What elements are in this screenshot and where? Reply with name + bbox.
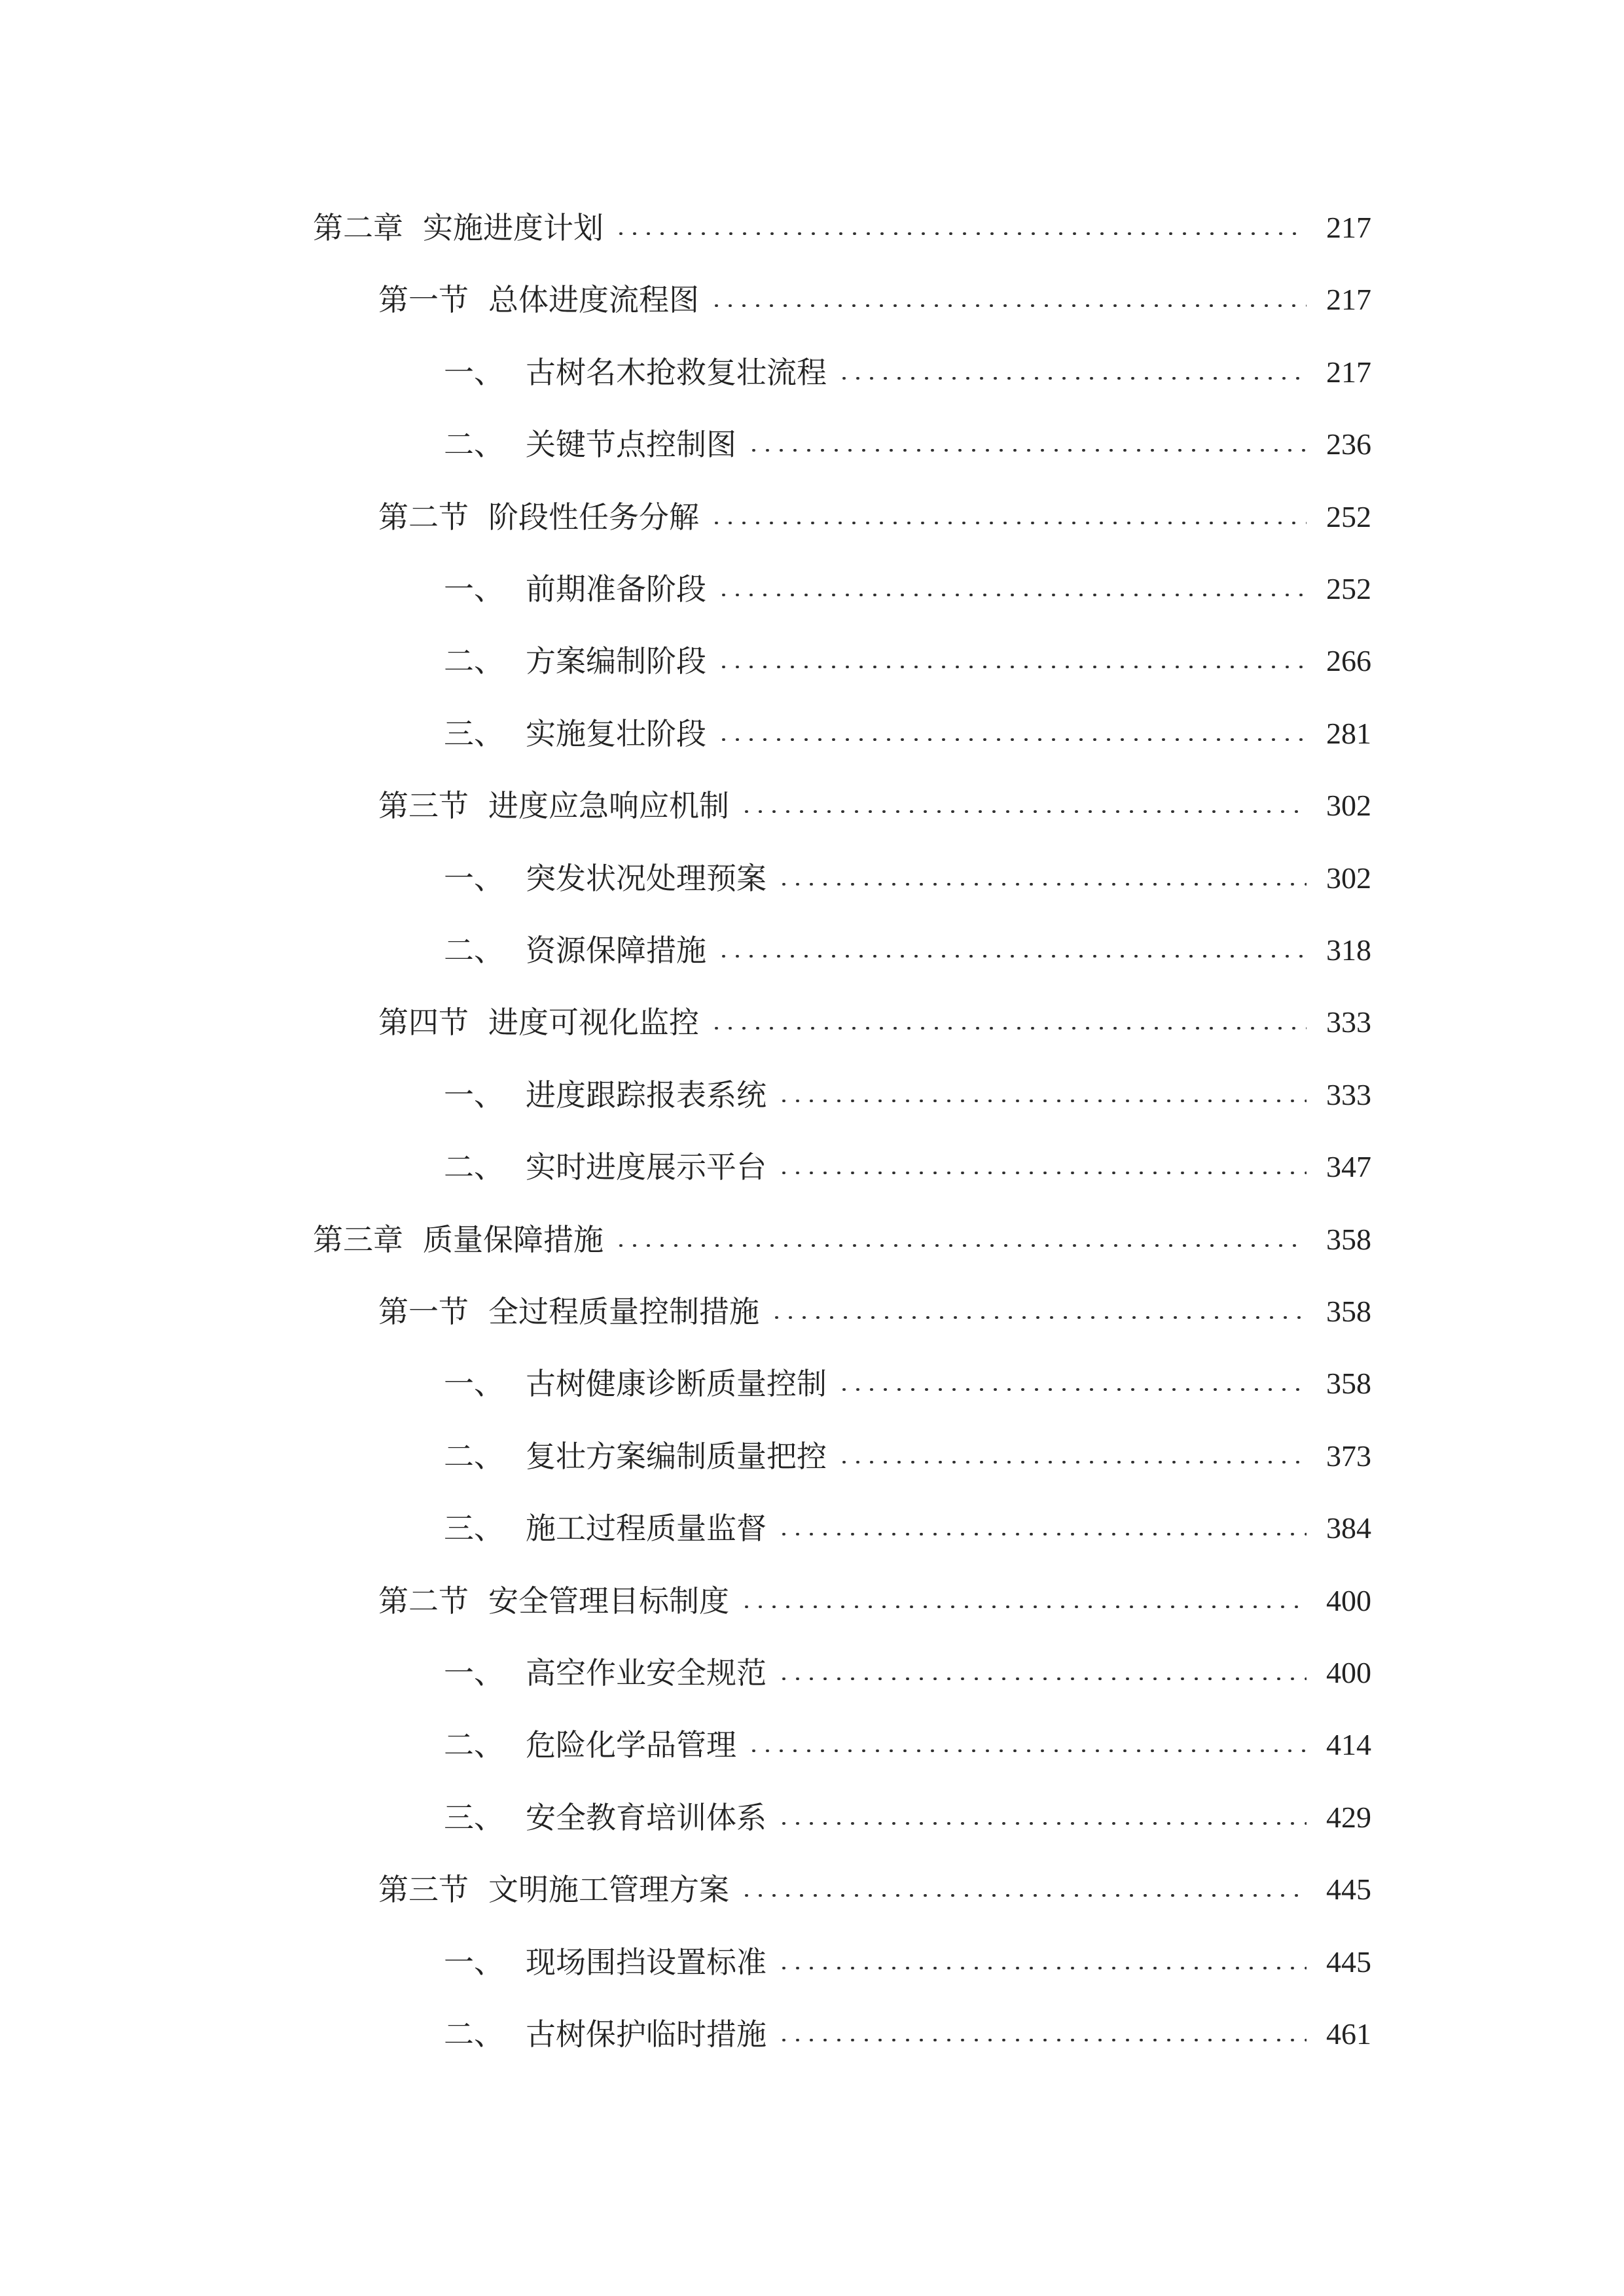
toc-section-number: 第三节 — [378, 788, 469, 824]
toc-entry-title: 资源保障措施 — [526, 933, 706, 968]
dot-leader — [777, 1172, 1307, 1174]
toc-entry[interactable] — [444, 1936, 1371, 1988]
dot-leader — [710, 1027, 1307, 1030]
toc-entry-title: 危险化学品管理 — [526, 1727, 736, 1763]
toc-entry-title: 方案编制阶段 — [526, 643, 706, 679]
dot-leader — [770, 1316, 1307, 1319]
toc-entry[interactable] — [444, 1357, 1371, 1410]
dot-leader — [837, 1461, 1307, 1463]
toc-entry[interactable] — [444, 924, 1371, 977]
toc-page-number: 358 — [1326, 1222, 1371, 1256]
dot-leader — [740, 810, 1307, 813]
toc-entry-title: 实时进度展示平台 — [526, 1149, 767, 1185]
toc-section-number: 第三节 — [378, 1872, 469, 1908]
toc-entry[interactable] — [313, 202, 1371, 254]
dot-leader — [777, 1822, 1307, 1825]
dot-leader — [777, 1533, 1307, 1535]
toc-section-number: 第二章 — [313, 210, 403, 245]
toc-entry[interactable] — [444, 1069, 1371, 1121]
toc-item-number: 二、 — [444, 427, 504, 463]
toc-item-number: 一、 — [444, 1944, 504, 1980]
toc-page-number: 302 — [1326, 861, 1371, 895]
dot-leader — [710, 522, 1307, 524]
toc-entry[interactable] — [378, 1863, 1371, 1916]
toc-page-number: 252 — [1326, 572, 1371, 605]
toc-page-number: 266 — [1326, 644, 1371, 678]
toc-item-number: 一、 — [444, 1366, 504, 1402]
toc-entry-title: 高空作业安全规范 — [526, 1655, 767, 1691]
toc-entry-title: 古树保护临时措施 — [526, 2017, 767, 2052]
toc-page-number: 461 — [1326, 2017, 1371, 2051]
toc-entry[interactable] — [444, 708, 1371, 760]
dot-leader — [717, 955, 1307, 958]
toc-item-number: 一、 — [444, 571, 504, 607]
toc-entry-title: 阶段性任务分解 — [488, 499, 699, 535]
toc-item-number: 一、 — [444, 860, 504, 896]
toc-page-number: 302 — [1326, 789, 1371, 823]
dot-leader — [614, 1244, 1307, 1247]
toc-page-number: 384 — [1326, 1511, 1371, 1545]
toc-section-number: 第一节 — [378, 282, 469, 318]
dot-leader — [717, 666, 1307, 668]
dot-leader — [777, 883, 1307, 886]
toc-page-number: 333 — [1326, 1077, 1371, 1111]
toc-entry[interactable] — [444, 635, 1371, 687]
toc-section-number: 第二节 — [378, 1583, 469, 1619]
toc-entry[interactable] — [444, 563, 1371, 615]
toc-entry[interactable] — [444, 1647, 1371, 1699]
toc-page-number: 429 — [1326, 1800, 1371, 1834]
toc-page-number: 318 — [1326, 933, 1371, 967]
dot-leader — [717, 738, 1307, 741]
toc-entry[interactable] — [444, 1430, 1371, 1482]
toc-entry[interactable] — [378, 491, 1371, 543]
toc-entry-title: 进度跟踪报表系统 — [526, 1077, 767, 1113]
toc-entry-title: 突发状况处理预案 — [526, 860, 767, 896]
toc-entry-title: 进度应急响应机制 — [488, 788, 729, 824]
toc-entry-title: 总体进度流程图 — [488, 282, 699, 318]
toc-page-number: 400 — [1326, 1656, 1371, 1689]
toc-page-number: 445 — [1326, 1945, 1371, 1979]
toc-entry-title: 现场围挡设置标准 — [526, 1944, 767, 1980]
dot-leader — [740, 1894, 1307, 1897]
toc-page-number: 445 — [1326, 1873, 1371, 1907]
toc-entry-title: 实施复壮阶段 — [526, 715, 706, 751]
toc-item-number: 一、 — [444, 354, 504, 390]
dot-leader — [710, 304, 1307, 307]
dot-leader — [777, 1967, 1307, 1969]
toc-page-number: 217 — [1326, 355, 1371, 389]
toc-entry[interactable] — [378, 274, 1371, 326]
toc-entry[interactable] — [444, 2008, 1371, 2060]
toc-item-number: 二、 — [444, 643, 504, 679]
dot-leader — [777, 2039, 1307, 2041]
toc-entry-title: 施工过程质量监督 — [526, 1511, 767, 1547]
toc-entry-title: 关键节点控制图 — [526, 427, 736, 463]
toc-page-number: 252 — [1326, 499, 1371, 533]
toc-entry-title: 古树健康诊断质量控制 — [526, 1366, 827, 1402]
toc-entry[interactable] — [444, 1141, 1371, 1193]
toc-item-number: 一、 — [444, 1655, 504, 1691]
toc-page-number: 414 — [1326, 1728, 1371, 1762]
dot-leader — [777, 1677, 1307, 1680]
toc-section-number: 第三章 — [313, 1221, 403, 1257]
toc-item-number: 二、 — [444, 1149, 504, 1185]
toc-page-number: 358 — [1326, 1295, 1371, 1328]
toc-item-number: 三、 — [444, 1511, 504, 1547]
toc-section-number: 第二节 — [378, 499, 469, 535]
dot-leader — [837, 377, 1307, 380]
toc-entry-title: 全过程质量控制措施 — [488, 1294, 759, 1329]
toc-entry-title: 文明施工管理方案 — [488, 1872, 729, 1908]
toc-entry[interactable] — [378, 1285, 1371, 1338]
toc-item-number: 二、 — [444, 2017, 504, 2052]
toc-entry[interactable] — [444, 346, 1371, 399]
toc-page-number: 281 — [1326, 716, 1371, 750]
toc-section-number: 第四节 — [378, 1005, 469, 1041]
toc-entry[interactable] — [444, 1502, 1371, 1554]
toc-entry[interactable] — [313, 1213, 1371, 1266]
toc-entry-title: 质量保障措施 — [423, 1221, 604, 1257]
toc-item-number: 三、 — [444, 715, 504, 751]
toc-entry-title: 安全教育培训体系 — [526, 1799, 767, 1835]
toc-section-number: 第一节 — [378, 1294, 469, 1329]
toc-entry-title: 进度可视化监控 — [488, 1005, 699, 1041]
toc-page-number: 358 — [1326, 1367, 1371, 1401]
toc-entry-title: 前期准备阶段 — [526, 571, 706, 607]
dot-leader — [837, 1388, 1307, 1391]
toc-entry-title: 实施进度计划 — [423, 210, 604, 245]
toc-entry[interactable] — [378, 780, 1371, 832]
dot-leader — [614, 232, 1307, 235]
toc-page-number: 236 — [1326, 427, 1371, 461]
toc-item-number: 二、 — [444, 1438, 504, 1474]
dot-leader — [740, 1605, 1307, 1608]
toc-page-number: 400 — [1326, 1583, 1371, 1617]
toc-page-number: 347 — [1326, 1150, 1371, 1184]
dot-leader — [777, 1100, 1307, 1102]
toc-page-number: 373 — [1326, 1439, 1371, 1473]
dot-leader — [747, 1749, 1307, 1752]
toc-item-number: 二、 — [444, 1727, 504, 1763]
toc-item-number: 二、 — [444, 933, 504, 968]
dot-leader — [747, 449, 1307, 452]
toc-page-number: 333 — [1326, 1005, 1371, 1039]
toc-page-number: 217 — [1326, 211, 1371, 244]
toc-entry-title: 复壮方案编制质量把控 — [526, 1438, 827, 1474]
toc-item-number: 一、 — [444, 1077, 504, 1113]
toc-item-number: 三、 — [444, 1799, 504, 1835]
toc-entry[interactable] — [444, 418, 1371, 471]
toc-entry-title: 安全管理目标制度 — [488, 1583, 729, 1619]
toc-entry[interactable] — [378, 1575, 1371, 1627]
toc-entry[interactable] — [444, 852, 1371, 905]
toc-page-number: 217 — [1326, 283, 1371, 317]
dot-leader — [717, 594, 1307, 596]
toc-entry[interactable] — [378, 996, 1371, 1049]
toc-entry[interactable] — [444, 1791, 1371, 1844]
toc-entry-title: 古树名木抢救复壮流程 — [526, 354, 827, 390]
toc-entry[interactable] — [444, 1719, 1371, 1771]
